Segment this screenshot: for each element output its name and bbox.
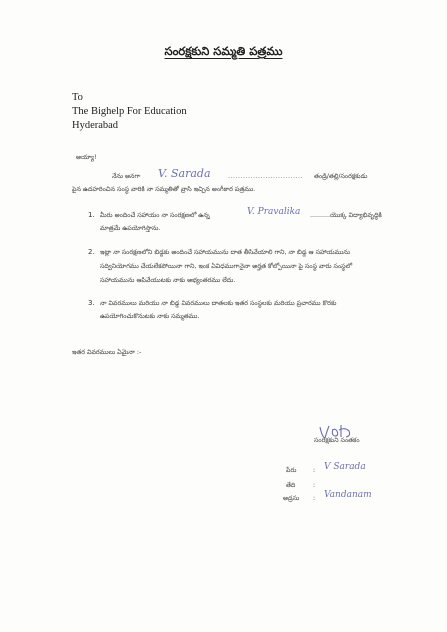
intro-prefix: నేను అనగా: [112, 173, 141, 180]
item-1-line-2: మాత్రమే ఉపయోగిస్తాను.: [100, 225, 161, 232]
address-to: To: [72, 92, 83, 103]
item-1-number: 1.: [88, 211, 95, 219]
field-name-label: పేరు: [286, 467, 297, 474]
field-name-value: V Sarada: [324, 462, 366, 472]
field-name-sep: :: [313, 467, 316, 474]
field-address-value: Vandanam: [324, 490, 372, 500]
item-2-line-1: ఇట్లా నా సంరక్షణలోని బిడ్డకు అందించే సహాయమును దాత తీసివేయాలి గాని, నా బిడ్డ ఆ సహాయమును: [100, 249, 351, 256]
item-3-number: 3.: [88, 299, 95, 307]
address-organization: The Bighelp For Education: [72, 106, 187, 117]
field-date-sep: :: [313, 482, 316, 489]
salutation: అయ్యా!: [76, 154, 97, 161]
field-address-label: అడ్రసు: [283, 495, 300, 502]
item-3-line-1: నా వివరములు మరియు నా బిడ్డ వివరములు దాతలకు ఇతర సంస్థలకు మరియు ప్రచారము కొరకు: [100, 300, 337, 307]
field-address-sep: :: [313, 495, 316, 502]
letter-title: సంరక్షకుని సమ్మతి పత్రము: [164, 44, 283, 58]
guardian-name-handwritten: V. Sarada: [158, 167, 211, 180]
intro-relation: తండ్రి/తల్లి/సంరక్షకుడు: [314, 173, 368, 180]
item-2-line-2: సద్వినియోగము చేయలేకపోయినా గాని, ఇంక ఏవిధముగానైనా అర్హత కోల్పోయినా పై సంస్థ వారు సంస్థలో: [100, 263, 353, 270]
other-details-label: ఇతర వివరములు ఏమైనా :-: [72, 349, 142, 356]
address-city: Hyderabad: [72, 120, 119, 131]
item-2-line-3: సహాయమును ఆపివేయుటకు నాకు అభ్యంతరము లేదు.: [100, 277, 236, 284]
intro-dots: ..............................: [228, 173, 304, 180]
student-name-handwritten: V. Pravalika: [247, 207, 301, 217]
intro-line-2: పైన ఉదహరించిన సంస్థ వారికి నా సమ్మతితో వ్రాసి ఇచ్చిన అంగీకార పత్రము.: [72, 186, 256, 193]
field-date-label: తేది: [286, 482, 296, 489]
item-1-line-1: మీరు అందించే సహాయం నా సంరక్షణలో ఉన్న: [100, 212, 210, 219]
signature-caption: సంరక్షకుని సంతకం: [314, 437, 360, 444]
item-3-line-2: ఉపయోగించుకొనుటకు నాకు సమ్మతము.: [100, 313, 200, 320]
item-1-line-1-suffix: ..........యొక్క విద్యాభివృద్ధికి: [310, 212, 382, 219]
item-2-number: 2.: [88, 248, 95, 256]
